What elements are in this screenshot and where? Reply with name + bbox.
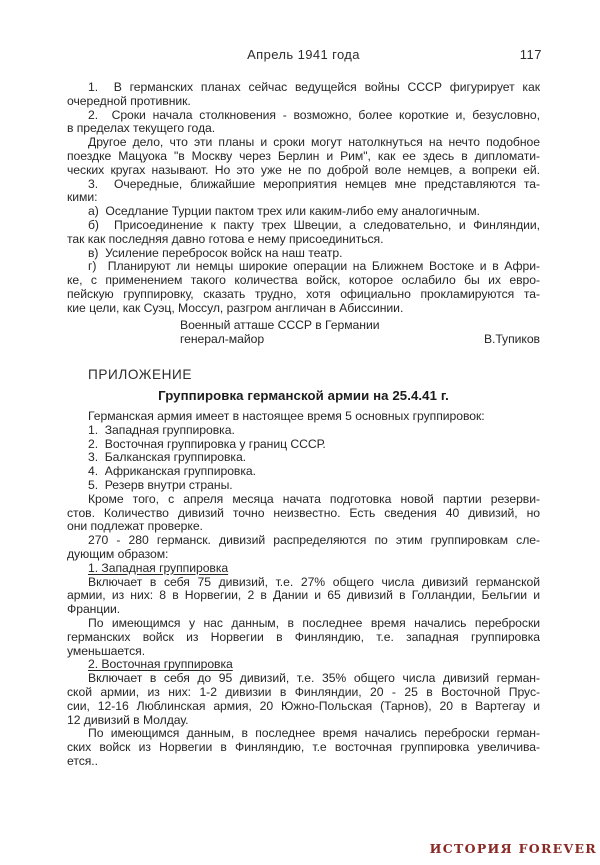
signature-block bbox=[67, 319, 540, 347]
text-line-content: поездке Мацуока "в Москву через Берлин и Рим", как ее здесь в дипломати- bbox=[67, 148, 540, 163]
text-line-content: пейскую группировку, сказать трудно, хотя официально прокламируются та- bbox=[67, 286, 540, 301]
text-line bbox=[67, 741, 540, 755]
text-line bbox=[67, 451, 540, 465]
text-line-content: 12 дивизий в Молдау. bbox=[67, 712, 189, 727]
text-line bbox=[67, 109, 540, 123]
text-line-content: 3. Балканская группировка. bbox=[88, 450, 247, 465]
text-line-content: а) Оседлание Турции пактом трех или каким-либо ему аналогичным. bbox=[88, 204, 480, 219]
running-head: Апрель 1941 года bbox=[247, 47, 360, 62]
text-line bbox=[67, 507, 540, 521]
text-line bbox=[67, 424, 540, 438]
page-number: 117 bbox=[519, 47, 542, 62]
text-line bbox=[67, 589, 540, 603]
text-line bbox=[67, 465, 540, 479]
text-line-content: 1. В германских планах сейчас ведущейся войны СССР фигурирует как bbox=[88, 80, 540, 94]
text-line-content: По имеющимся данным, в последнее время начались переброски герман- bbox=[88, 726, 540, 741]
text-line-content: Другое дело, что эти планы и сроки могут натолкнуться на нечто подобное bbox=[88, 135, 540, 150]
text-line bbox=[67, 617, 540, 631]
report-body bbox=[67, 81, 540, 316]
text-line bbox=[67, 205, 540, 219]
text-line-content: ческих кругах называют. Но это уже не по доброй воле немцев, а вопреки ей. bbox=[67, 162, 540, 177]
text-line bbox=[67, 219, 540, 233]
text-line-content: Включает в себя 75 дивизий, т.е. 27% общего числа дивизий германской bbox=[88, 574, 540, 589]
text-line bbox=[67, 714, 540, 728]
text-line bbox=[67, 700, 540, 714]
text-line-content: в) Усиление перебросок войск на наш театр. bbox=[88, 245, 343, 260]
watermark: ИСТОРИЯ FOREVER bbox=[429, 841, 597, 856]
text-line-content: сии, 12-16 Люблинская армия, 20 Южно-Польская (Тарнов), 20 в Вартегау и bbox=[67, 698, 540, 713]
text-line bbox=[67, 81, 540, 95]
signature-name: В.Тупиков bbox=[483, 331, 540, 346]
text-line bbox=[67, 755, 540, 769]
page-header bbox=[67, 47, 540, 62]
text-line bbox=[67, 686, 540, 700]
text-line-content: Германская армия имеет в настоящее время 5 основных группировок: bbox=[88, 409, 485, 423]
text-line bbox=[67, 178, 540, 192]
appendix-title: Группировка германской армии на 25.4.41 г. bbox=[158, 388, 449, 403]
text-line bbox=[67, 191, 540, 205]
text-line bbox=[67, 548, 540, 562]
text-line-content: Франции. bbox=[67, 602, 121, 617]
text-line bbox=[67, 603, 540, 617]
text-line bbox=[67, 95, 540, 109]
text-line-content: 3. Очередные, ближайшие мероприятия немцев мне представляются та- bbox=[88, 176, 540, 191]
text-line-content: 5. Резерв внутри страны. bbox=[88, 477, 233, 492]
text-line-content: Включает в себя до 95 дивизий, т.е. 35% общего числа дивизий герман- bbox=[88, 671, 540, 686]
text-line bbox=[67, 727, 540, 741]
text-line bbox=[67, 233, 540, 247]
text-line-content: ется.. bbox=[67, 753, 98, 768]
text-line-content: 270 - 280 германск. дивизий распределяются по этим группировкам сле- bbox=[88, 533, 540, 548]
text-line-content: ских войск из Норвегии в Финляндию, т.е восточная группировка увеличива- bbox=[67, 740, 540, 755]
text-line bbox=[67, 288, 540, 302]
text-line bbox=[67, 136, 540, 150]
text-line bbox=[67, 658, 540, 672]
text-line bbox=[67, 164, 540, 178]
text-line-content: 1. Западная группировка bbox=[88, 560, 229, 575]
text-line-content: уменьшается. bbox=[67, 643, 146, 658]
text-line bbox=[67, 576, 540, 590]
text-line bbox=[67, 479, 540, 493]
text-line-content: германских войск из Норвегии в Финляндию, т.е. западная группировка bbox=[67, 629, 540, 644]
appendix-body bbox=[67, 410, 540, 769]
text-line-content: б) Присоединение к пакту трех Швеции, а следовательно, и Финляндии, bbox=[88, 217, 540, 232]
text-line-content: дующим образом: bbox=[67, 546, 169, 561]
text-line bbox=[67, 247, 540, 261]
text-line bbox=[67, 410, 540, 424]
text-line-content: кими: bbox=[67, 190, 98, 205]
text-line bbox=[67, 274, 540, 288]
text-line bbox=[67, 302, 540, 316]
text-line bbox=[67, 520, 540, 534]
text-line bbox=[67, 438, 540, 452]
text-line bbox=[67, 150, 540, 164]
text-line-content: 2. Восточная группировка bbox=[88, 657, 233, 672]
text-line bbox=[67, 562, 540, 576]
signature-rank: генерал-майор bbox=[180, 331, 265, 346]
text-column bbox=[67, 0, 540, 865]
text-line-content: 2. Сроки начала столкновения - возможно, более короткие и, безусловно, bbox=[88, 107, 540, 122]
text-line-content: 4. Африканская группировка. bbox=[88, 464, 256, 479]
text-line bbox=[67, 534, 540, 548]
text-line-content: в пределах текущего года. bbox=[67, 121, 216, 136]
text-line bbox=[67, 645, 540, 659]
text-line bbox=[67, 631, 540, 645]
signature-role bbox=[67, 319, 379, 347]
text-line-content: Кроме того, с апреля месяца начата подготовка новой партии резерви- bbox=[88, 491, 540, 506]
text-line-content: стов. Количество дивизий точно неизвестно. Есть сведения 40 дивизий, но bbox=[67, 505, 540, 520]
text-line bbox=[67, 260, 540, 274]
text-line-content: 1. Западная группировка. bbox=[88, 422, 235, 437]
appendix-label: ПРИЛОЖЕНИЕ bbox=[88, 367, 193, 382]
text-line-content: так как последняя давно готова е нему присоединиться. bbox=[67, 231, 384, 246]
text-line bbox=[67, 493, 540, 507]
text-line-content: они подлежат проверке. bbox=[67, 519, 203, 534]
text-line-content: 2. Восточная группировка у границ СССР. bbox=[88, 436, 326, 451]
text-line bbox=[67, 122, 540, 136]
signature-unit: Военный атташе СССР в Германии bbox=[180, 318, 380, 332]
text-line-content: ской армии, из них: 1-2 дивизии в Финляндии, 20 - 25 в Восточной Прус- bbox=[67, 684, 540, 699]
text-line-content: г) Планируют ли немцы широкие операции на Ближнем Востоке и в Афри- bbox=[88, 259, 540, 274]
text-line-content: армии, из них: 8 в Норвегии, 2 в Дании и 65 дивизий в Голландии, Бельгии и bbox=[67, 588, 540, 603]
text-line-content: кие цели, как Суэц, Моссул, разгром англичан в Абиссинии. bbox=[67, 300, 404, 315]
text-line-content: По имеющимся у нас данным, в последнее время начались переброски bbox=[88, 615, 540, 630]
text-line-content: очередной противник. bbox=[67, 93, 191, 108]
text-line-content: ке, с применением такого количества войск, которое ослабило бы их евро- bbox=[67, 273, 540, 288]
text-line bbox=[67, 672, 540, 686]
